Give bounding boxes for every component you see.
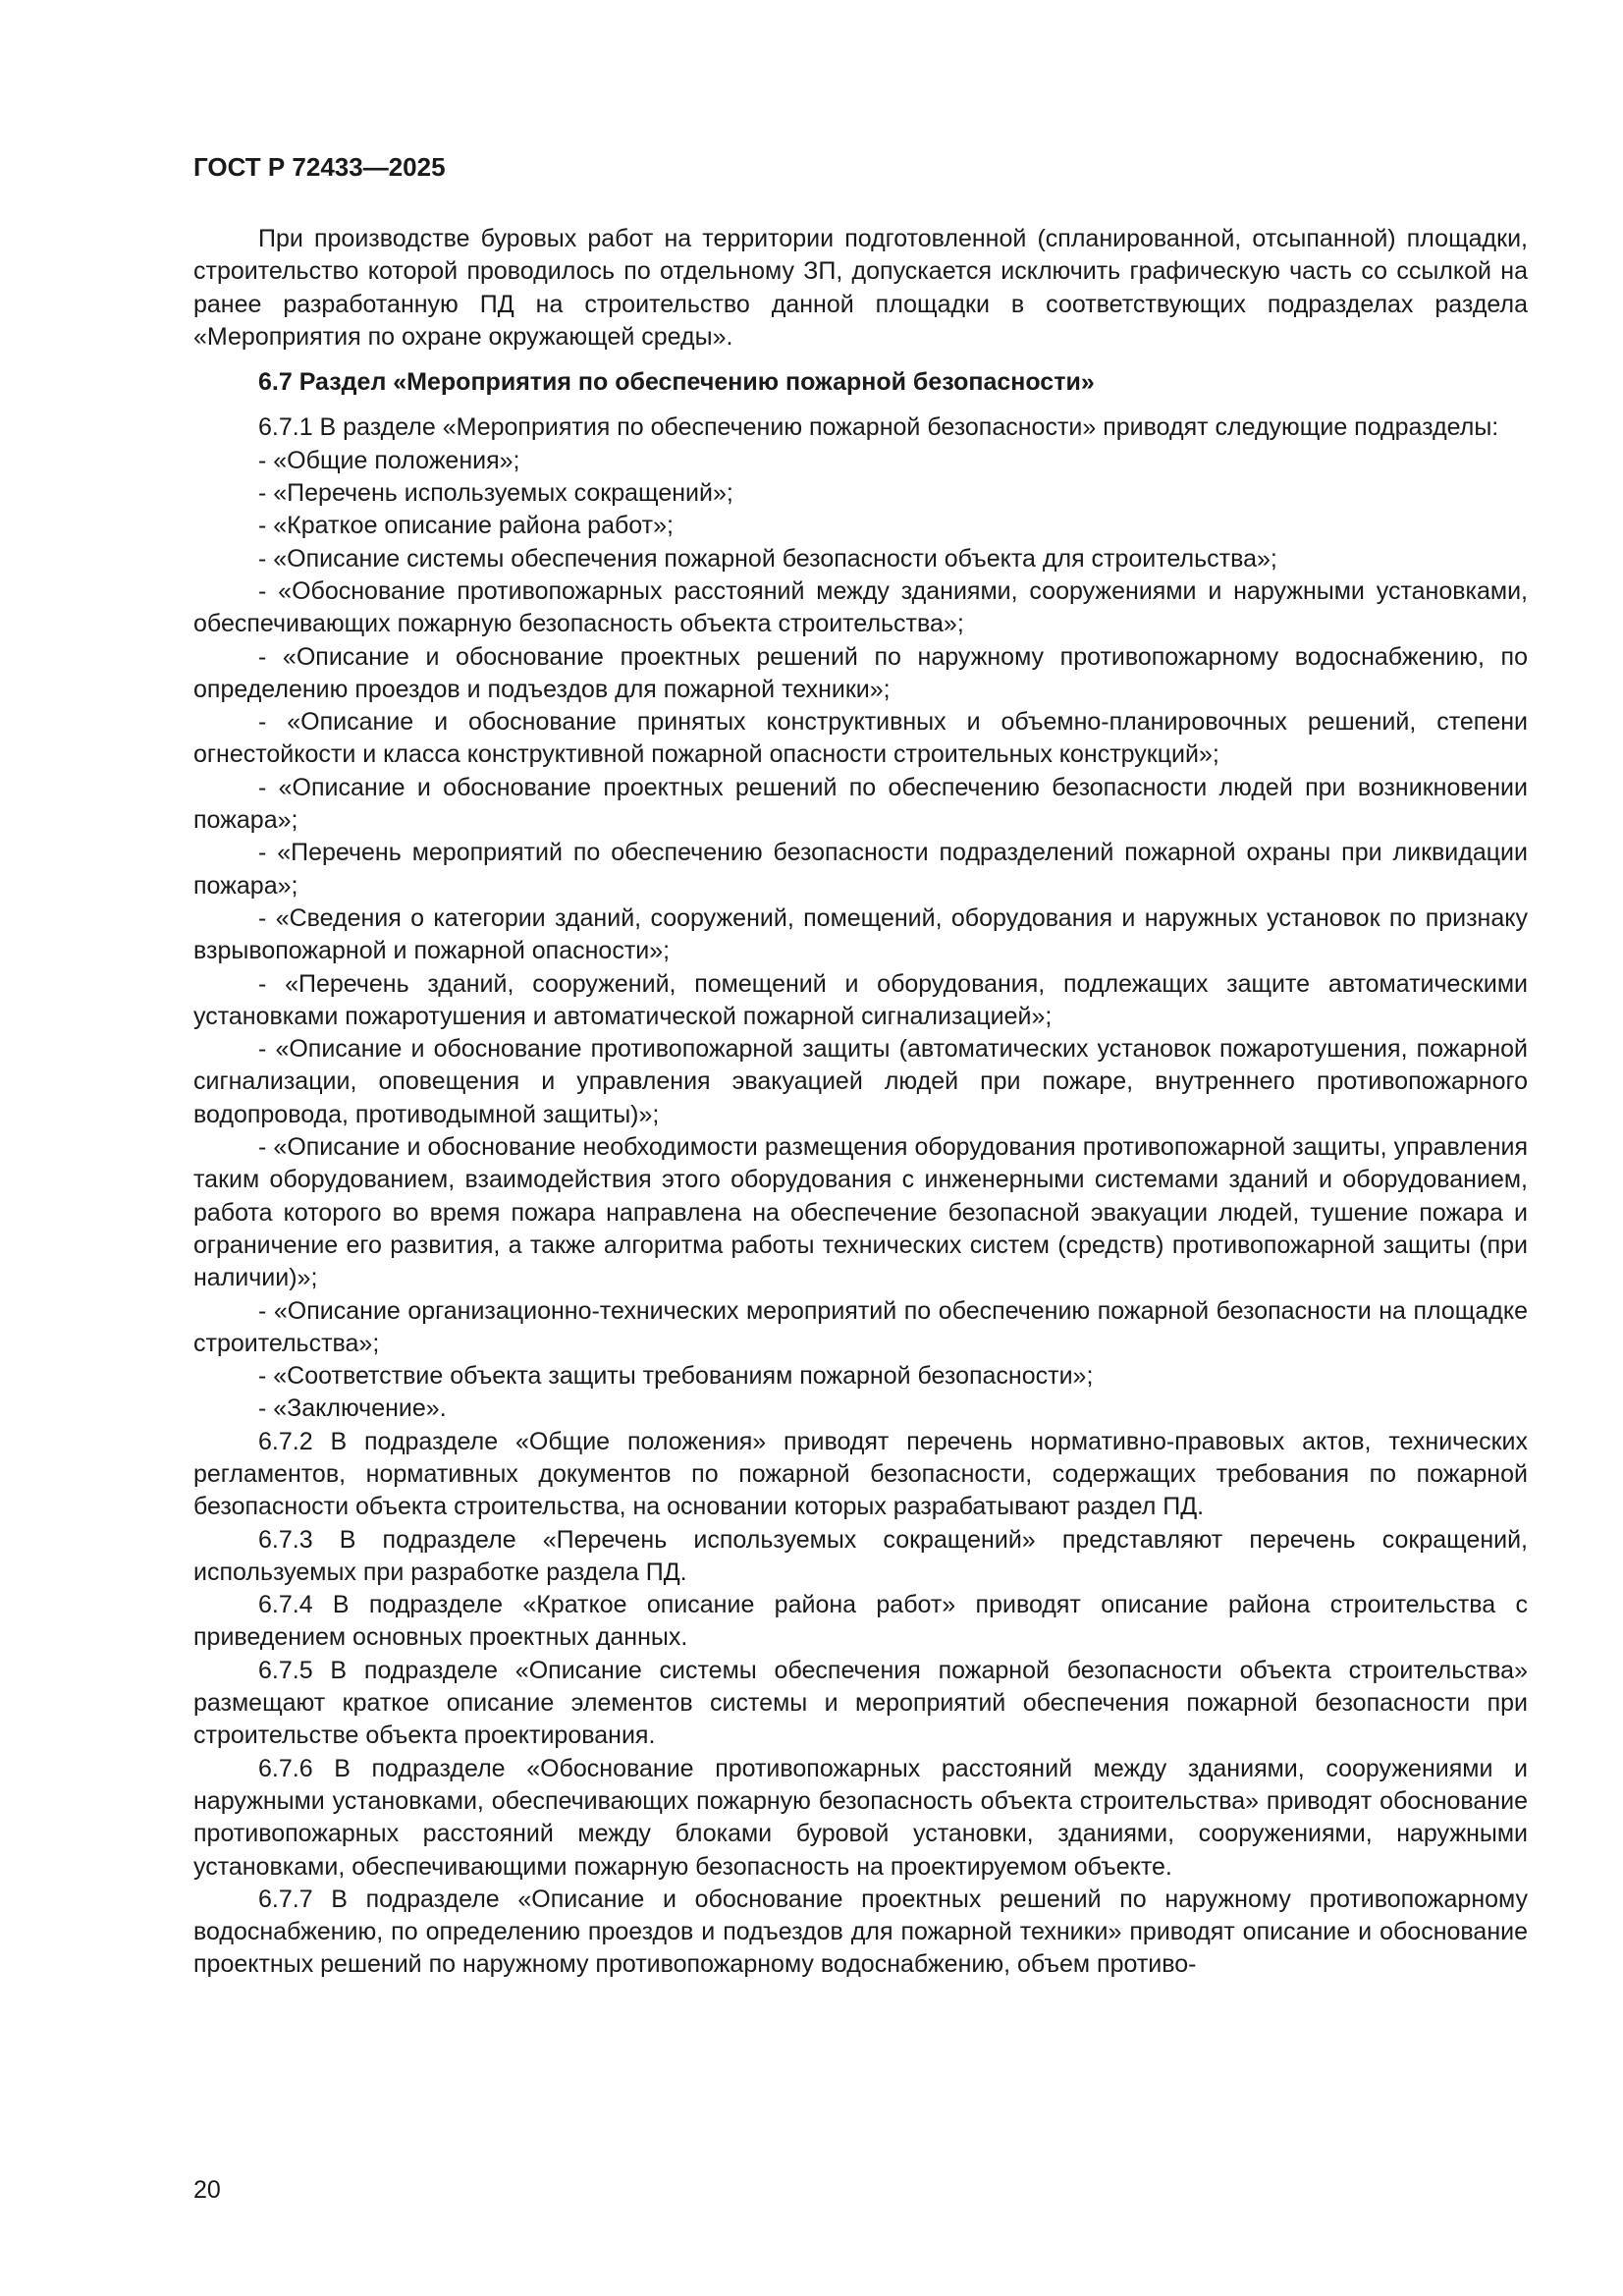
paragraph-6-7-7: 6.7.7 В подразделе «Описание и обоснование проектных решений по наружному противопожарному водоснабжению, по определению проездов и подъездов для пожарной техники» приводят описание и обоснование проектных решений по наружному противопожарному водоснабжению, объем противо- — [193, 1885, 1528, 1979]
list-item: - «Перечень зданий, сооружений, помещений и оборудования, подлежащих защите автоматическими установками пожаротушения и автоматической пожарной сигнализацией»; — [193, 969, 1528, 1030]
list-item: - «Краткое описание района работ»; — [258, 512, 674, 540]
list-item: - «Соответствие объекта защиты требованиям пожарной безопасности»; — [258, 1362, 1094, 1391]
document-body — [193, 223, 1528, 1982]
list-item: - «Описание системы обеспечения пожарной безопасности объекта для строительства»; — [258, 544, 1277, 573]
subsection-list — [193, 445, 1528, 1426]
list-item: - «Описание и обоснование принятых конструктивных и объемно-планировочных решений, степени огнестойкости и класса конструктивной пожарной опасности строительных конструкций»; — [193, 708, 1528, 769]
section-heading: 6.7 Раздел «Мероприятия по обеспечению пожарной безопасности» — [258, 368, 1095, 397]
page-number: 20 — [193, 2176, 221, 2204]
list-item: - «Описание и обоснование необходимости размещения оборудования противопожарной защиты, управления таким оборудованием, взаимодействия этого оборудования с инженерными системами зданий и оборудованием, работа которого во время пожара направлена на обеспечение безопасной эвакуации людей, тушение пожара и ограничение его развития, а также алгоритма работы технических систем (средств) противопожарной защиты (при наличии)»; — [193, 1133, 1528, 1292]
paragraph-6-7-5: 6.7.5 В подразделе «Описание системы обеспечения пожарной безопасности объекта строительства» размещают краткое описание элементов системы и мероприятий обеспечения пожарной безопасности при строительстве объекта проектирования. — [193, 1656, 1528, 1750]
document-id-header: ГОСТ Р 72433—2025 — [193, 152, 446, 182]
list-item: - «Заключение». — [258, 1394, 447, 1423]
list-item: - «Описание и обоснование проектных решений по обеспечению безопасности людей при возникновении пожара»; — [193, 773, 1528, 835]
list-item: - «Сведения о категории зданий, сооружений, помещений, оборудования и наружных установок по признаку взрывопожарной и пожарной опасности»; — [193, 903, 1528, 965]
paragraph-6-7-6: 6.7.6 В подразделе «Обоснование противопожарных расстояний между зданиями, сооружениями и наружными установками, обеспечивающих пожарную безопасность объекта строительства» приводят обоснование противопожарных расстояний между блоками буровой установки, зданиями, сооружениями, наружными установками, обеспечивающими пожарную безопасность на проектируемом объекте. — [193, 1754, 1528, 1881]
list-item: - «Обоснование противопожарных расстояний между зданиями, сооружениями и наружными установками, обеспечивающих пожарную безопасность объекта строительства»; — [193, 576, 1528, 638]
list-item: - «Описание организационно-технических мероприятий по обеспечению пожарной безопасности на площадке строительства»; — [193, 1296, 1528, 1357]
paragraph-6-7-3: 6.7.3 В подразделе «Перечень используемых сокращений» представляют перечень сокращений, используемых при разработке раздела ПД. — [193, 1525, 1528, 1586]
intro-paragraph: При производстве буровых работ на территории подготовленной (спланированной, отсыпанной) площадки, строительство которой проводилось по отдельному ЗП, допускается исключить графическую часть со ссылкой на ранее разработанную ПД на строительство данной площадки в соответствующих подразделах раздела «Мероприятия по охране окружающей среды». — [193, 225, 1528, 351]
list-item: - «Описание и обоснование проектных решений по наружному противопожарному водоснабжению, по определению проездов и подъездов для пожарной техники»; — [193, 642, 1528, 703]
list-item: - «Общие положения»; — [258, 446, 520, 474]
list-item: - «Перечень используемых сокращений»; — [258, 479, 733, 508]
list-item: - «Перечень мероприятий по обеспечению безопасности подразделений пожарной охраны при ликвидации пожара»; — [193, 839, 1528, 900]
paragraph-6-7-2: 6.7.2 В подразделе «Общие положения» приводят перечень нормативно-правовых актов, технических регламентов, нормативных документов по пожарной безопасности, содержащих требования по пожарной безопасности объекта строительства, на основании которых разрабатывают раздел ПД. — [193, 1427, 1528, 1521]
list-item: - «Описание и обоснование противопожарной защиты (автоматических установок пожаротушения, пожарной сигнализации, оповещения и управления эвакуацией людей при пожаре, внутреннего противопожарного водопровода, противодымной защиты)»; — [193, 1035, 1528, 1128]
paragraph-6-7-1: 6.7.1 В разделе «Мероприятия по обеспечению пожарной безопасности» приводят следующие подразделы: — [258, 413, 1499, 442]
paragraph-6-7-4: 6.7.4 В подразделе «Краткое описание района работ» приводят описание района строительства с приведением основных проектных данных. — [193, 1591, 1528, 1652]
